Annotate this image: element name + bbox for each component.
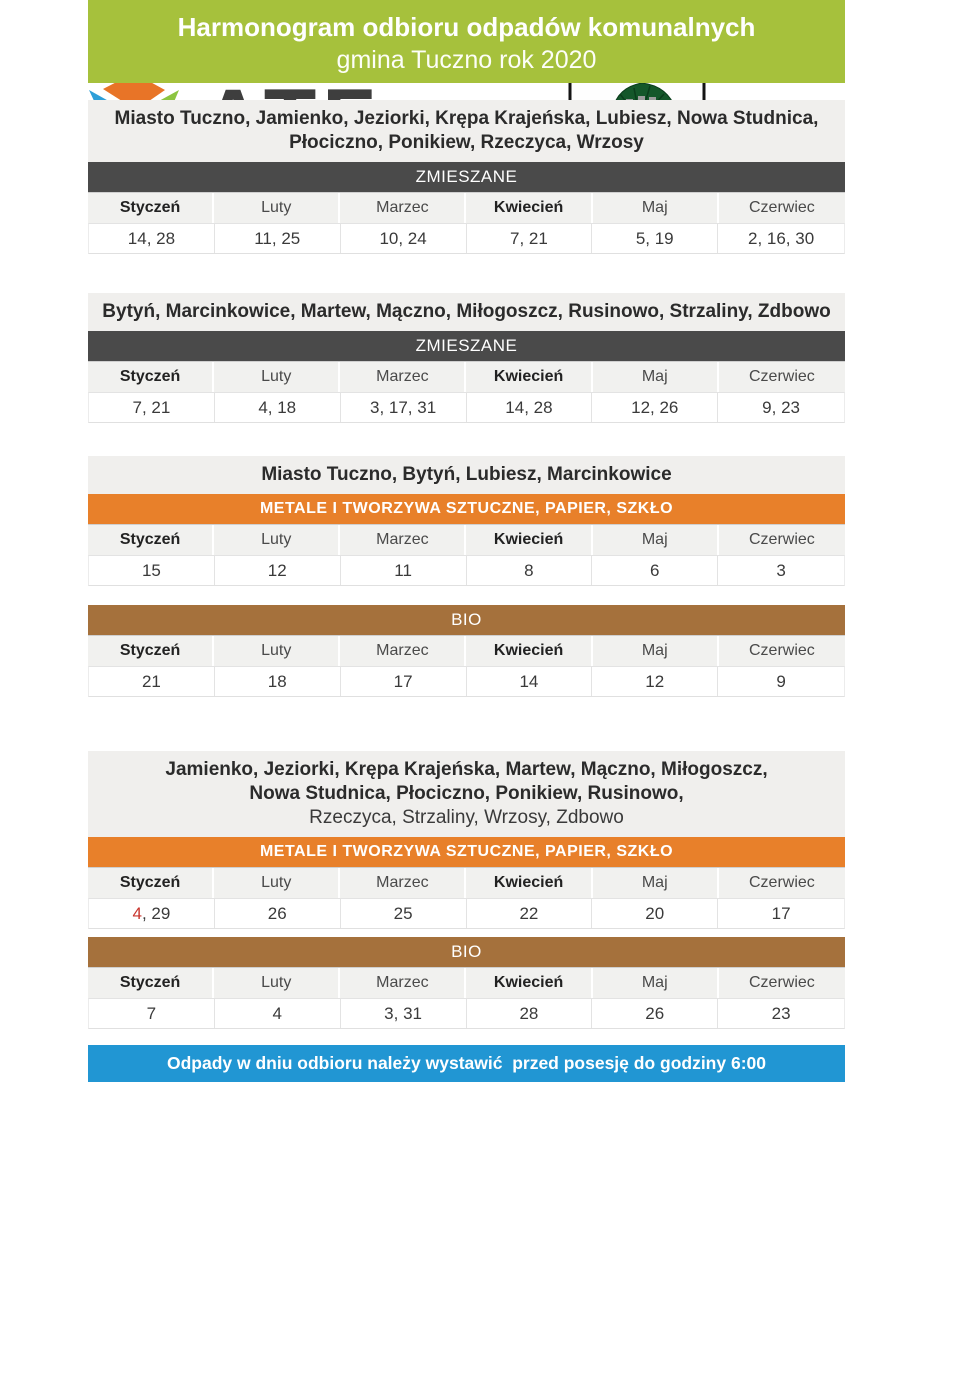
month-header: Czerwiec	[719, 525, 845, 555]
month-header: Czerwiec	[719, 362, 845, 392]
table-bio-2	[88, 937, 845, 1029]
footer-note: Odpady w dniu odbioru należy wystawić przed posesję do godziny 6:00	[167, 1053, 766, 1073]
schedule-content	[88, 0, 845, 1082]
footer-notice-bar	[88, 1045, 845, 1082]
month-header: Czerwiec	[719, 636, 845, 666]
date-cell: 14, 28	[89, 224, 215, 253]
month-header: Maj	[593, 636, 719, 666]
month-header-row	[88, 192, 845, 223]
month-header: Styczeń	[88, 525, 214, 555]
category-bar-zmieszane: ZMIESZANE	[88, 331, 845, 361]
section-title-line: Miasto Tuczno, Bytyń, Lubiesz, Marcinkowice	[261, 464, 672, 485]
section-title-line: Nowa Studnica, Płociczno, Ponikiew, Rusinowo,	[249, 783, 684, 804]
section-miasto-tuczno-zmieszane	[88, 100, 845, 254]
section-title	[88, 100, 845, 162]
highlighted-date: 4	[132, 904, 142, 923]
date-row	[88, 666, 845, 697]
date-cell: 21	[89, 667, 215, 696]
month-header: Styczeń	[88, 968, 214, 998]
section-title-line: Miasto Tuczno, Jamienko, Jeziorki, Krępa Krajeńska, Lubiesz, Nowa Studnica,	[114, 108, 819, 129]
date-cell: 7, 21	[467, 224, 593, 253]
month-header: Maj	[593, 525, 719, 555]
month-header: Styczeń	[88, 362, 214, 392]
date-cell: 2, 16, 30	[747, 229, 815, 248]
date-cell: 11, 25	[215, 224, 341, 253]
date-cell: 6	[592, 556, 718, 585]
month-header: Kwiecień	[466, 968, 592, 998]
category-bar-bio: BIO	[88, 937, 845, 967]
month-header: Luty	[214, 968, 340, 998]
month-header: Marzec	[340, 968, 466, 998]
date-cell: 18	[215, 667, 341, 696]
month-header-row	[88, 967, 845, 998]
month-header-row	[88, 524, 845, 555]
date-cell: 3, 31	[341, 999, 467, 1028]
section-title-line: Płociczno, Ponikiew, Rzeczyca, Wrzosy	[289, 132, 644, 153]
month-header: Marzec	[340, 362, 466, 392]
page-subtitle: gmina Tuczno rok 2020	[336, 46, 597, 74]
section-title	[88, 293, 845, 331]
date-cell: 26	[215, 899, 341, 928]
date-cell: 26	[592, 999, 718, 1028]
date-cell: 22	[467, 899, 593, 928]
category-bar-metale: METALE I TWORZYWA SZTUCZNE, PAPIER, SZKŁO	[88, 837, 845, 867]
section-title-line: Jamienko, Jeziorki, Krępa Krajeńska, Martew, Mączno, Miłogoszcz,	[165, 759, 768, 780]
month-header: Marzec	[340, 868, 466, 898]
date-cell: 9	[776, 672, 786, 691]
table-bio-1	[88, 605, 845, 697]
month-header: Luty	[214, 636, 340, 666]
date-cell: 3	[776, 561, 786, 580]
section-title-line: Bytyń, Marcinkowice, Martew, Mączno, Miłogoszcz, Rusinowo, Strzaliny, Zdbowo	[102, 301, 831, 322]
date-cell-highlighted	[89, 899, 215, 928]
date-cell: 14	[467, 667, 593, 696]
category-bar-metale: METALE I TWORZYWA SZTUCZNE, PAPIER, SZKŁO	[88, 494, 845, 524]
date-cell: 14, 28	[467, 393, 593, 422]
month-header-row	[88, 361, 845, 392]
month-header: Styczeń	[88, 868, 214, 898]
date-cell: 4, 18	[215, 393, 341, 422]
date-row	[88, 998, 845, 1029]
date-rest: , 29	[141, 904, 171, 923]
date-row	[88, 898, 845, 929]
month-header: Kwiecień	[466, 193, 592, 223]
date-cell: 15	[89, 556, 215, 585]
date-cell: 17	[771, 904, 791, 923]
section-miasto-tuczno-segregacja	[88, 456, 845, 586]
month-header: Maj	[593, 868, 719, 898]
month-header-row	[88, 635, 845, 666]
date-cell: 8	[467, 556, 593, 585]
month-header: Kwiecień	[466, 362, 592, 392]
month-header: Kwiecień	[466, 525, 592, 555]
month-header: Marzec	[340, 636, 466, 666]
date-cell: 7	[89, 999, 215, 1028]
date-cell: 25	[341, 899, 467, 928]
date-cell: 28	[467, 999, 593, 1028]
section-title	[88, 751, 845, 837]
month-header: Luty	[214, 362, 340, 392]
date-row	[88, 555, 845, 586]
date-cell: 11	[341, 556, 467, 585]
section-title-line: Rzeczyca, Strzaliny, Wrzosy, Zdbowo	[309, 807, 624, 828]
date-cell: 23	[771, 1004, 791, 1023]
date-row	[88, 223, 845, 254]
month-header: Luty	[214, 868, 340, 898]
month-header: Maj	[593, 193, 719, 223]
date-cell: 9, 23	[762, 398, 800, 417]
month-header: Luty	[214, 525, 340, 555]
title-banner	[88, 0, 845, 83]
month-header: Styczeń	[88, 636, 214, 666]
month-header: Kwiecień	[466, 868, 592, 898]
date-cell: 20	[592, 899, 718, 928]
month-header: Maj	[593, 362, 719, 392]
page-title: Harmonogram odbioru odpadów komunalnych	[177, 12, 756, 42]
month-header: Maj	[593, 968, 719, 998]
date-cell: 12	[592, 667, 718, 696]
month-header: Marzec	[340, 525, 466, 555]
month-header: Czerwiec	[719, 968, 845, 998]
month-header: Kwiecień	[466, 636, 592, 666]
section-title	[88, 456, 845, 494]
date-cell: 3, 17, 31	[341, 393, 467, 422]
category-bar-bio: BIO	[88, 605, 845, 635]
month-header: Czerwiec	[719, 868, 845, 898]
category-bar-zmieszane: ZMIESZANE	[88, 162, 845, 192]
month-header-row	[88, 867, 845, 898]
date-cell: 17	[341, 667, 467, 696]
month-header: Czerwiec	[719, 193, 845, 223]
month-header: Styczeń	[88, 193, 214, 223]
date-cell: 12	[215, 556, 341, 585]
section-jamienko-segregacja	[88, 751, 845, 929]
date-cell: 7, 21	[89, 393, 215, 422]
date-row	[88, 392, 845, 423]
date-cell: 10, 24	[341, 224, 467, 253]
month-header: Luty	[214, 193, 340, 223]
date-cell: 4	[215, 999, 341, 1028]
month-header: Marzec	[340, 193, 466, 223]
date-cell: 12, 26	[592, 393, 718, 422]
section-bytyn-zmieszane	[88, 293, 845, 423]
date-cell: 5, 19	[592, 224, 718, 253]
